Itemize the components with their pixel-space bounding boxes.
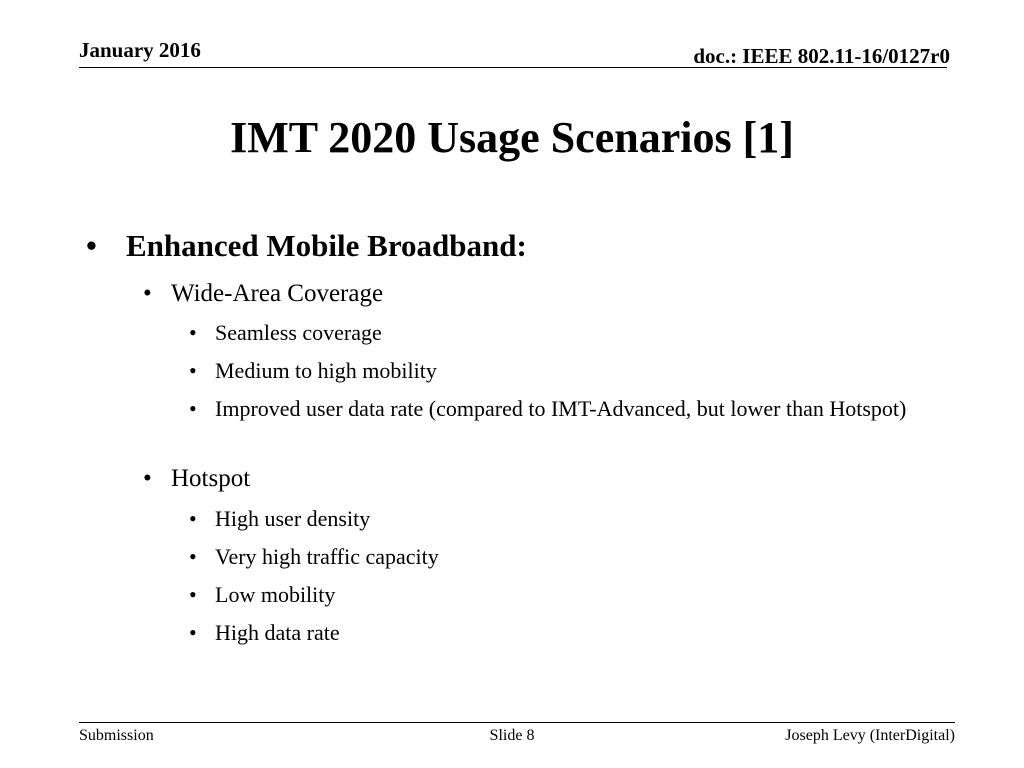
- bullet-level1: [86, 228, 527, 264]
- bullet-hotspot: [143, 465, 250, 494]
- footer-submission: Submission: [79, 727, 154, 744]
- header-date: January 2016: [79, 38, 201, 62]
- bullet-text: Very high traffic capacity: [215, 544, 439, 569]
- bullet-icon: •: [189, 506, 197, 531]
- bullet-icon: •: [189, 320, 197, 345]
- bullet-item: [189, 582, 949, 607]
- bullet-text: Enhanced Mobile Broadband:: [126, 228, 527, 263]
- bullet-icon: •: [189, 582, 197, 607]
- bullet-item: [189, 506, 949, 531]
- bullet-text: Wide-Area Coverage: [171, 280, 384, 307]
- bullet-item: [189, 544, 949, 569]
- bullet-text: Medium to high mobility: [215, 358, 437, 383]
- bullet-item: [189, 358, 949, 383]
- bullet-wide-area: [143, 280, 383, 309]
- bullet-text: High user density: [215, 506, 371, 531]
- bullet-icon: •: [86, 228, 97, 263]
- bullet-text: Improved user data rate (compared to IMT-Advanced, but lower than Hotspot): [215, 396, 907, 421]
- bullet-icon: •: [189, 544, 197, 569]
- bullet-item: [189, 320, 949, 345]
- bullet-item: [189, 620, 949, 645]
- bullet-item: [189, 396, 949, 421]
- bullet-icon: •: [189, 396, 197, 421]
- bullet-icon: •: [143, 465, 152, 492]
- bullet-text: High data rate: [215, 620, 340, 645]
- footer-author: Joseph Levy (InterDigital): [785, 727, 955, 744]
- footer-divider: [79, 722, 955, 723]
- bullet-text: Seamless coverage: [215, 320, 382, 345]
- bullet-icon: •: [189, 358, 197, 383]
- header-doc-id: doc.: IEEE 802.11-16/0127r0: [693, 44, 950, 68]
- bullet-icon: •: [143, 280, 152, 307]
- bullet-icon: •: [189, 620, 197, 645]
- footer-slide-number: Slide 8: [489, 727, 535, 744]
- slide-title: IMT 2020 Usage Scenarios [1]: [230, 113, 794, 162]
- bullet-text: Hotspot: [171, 465, 251, 492]
- bullet-text: Low mobility: [215, 582, 336, 607]
